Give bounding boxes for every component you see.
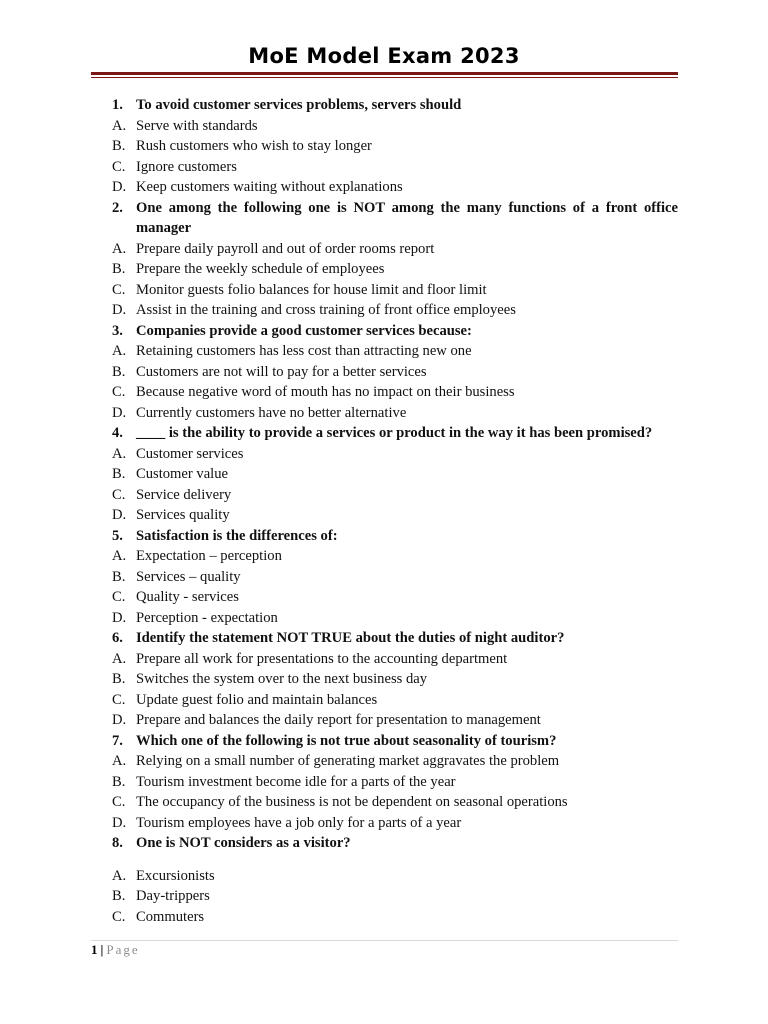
option-text: Customers are not will to pay for a better services	[136, 363, 427, 380]
option-letter: D.	[112, 507, 127, 523]
answer-option	[112, 177, 678, 198]
answer-option	[112, 259, 678, 280]
option-text: Tourism employees have a job only for a parts of a year	[136, 814, 462, 831]
question-number: 6.	[112, 630, 123, 646]
option-text: Because negative word of mouth has no impact on their business	[136, 384, 515, 400]
option-letter: B.	[112, 363, 126, 380]
option-text: Currently customers have no better alternative	[136, 404, 407, 421]
option-text: Day-trippers	[136, 888, 210, 904]
question-text: To avoid customer services problems, servers should	[136, 97, 462, 113]
option-text: Services – quality	[136, 568, 241, 585]
answer-option	[112, 567, 678, 588]
answer-option	[112, 587, 678, 608]
option-text: Retaining customers has less cost than attracting new one	[136, 343, 472, 359]
footer-separator: |	[100, 942, 104, 957]
option-text: Serve with standards	[136, 117, 258, 134]
answer-option	[112, 710, 678, 731]
title-divider	[91, 72, 678, 78]
page-label: Page	[106, 942, 140, 957]
option-letter: B.	[112, 888, 126, 904]
option-text: Assist in the training and cross training of front office employees	[136, 302, 516, 318]
answer-option	[112, 485, 678, 506]
option-letter: A.	[112, 240, 127, 257]
answer-option	[112, 886, 678, 907]
option-letter: A.	[112, 445, 127, 462]
question-number: 2.	[112, 199, 123, 216]
answer-option	[112, 239, 678, 260]
answer-option	[112, 546, 678, 567]
option-text: Prepare the weekly schedule of employees	[136, 261, 385, 277]
question-heading	[112, 95, 678, 116]
question-item	[112, 833, 678, 927]
answer-option	[112, 341, 678, 362]
answer-option	[112, 280, 678, 301]
question-heading	[112, 423, 678, 444]
option-text: Prepare daily payroll and out of order rooms report	[136, 240, 435, 257]
option-letter: D.	[112, 814, 127, 831]
option-text: Customer value	[136, 466, 229, 482]
question-item	[112, 321, 678, 424]
option-text: Switches the system over to the next business day	[136, 671, 428, 687]
option-letter: B.	[112, 138, 126, 154]
question-heading	[112, 833, 678, 854]
question-item	[112, 628, 678, 731]
option-text: Perception - expectation	[136, 609, 278, 626]
option-letter: B.	[112, 773, 126, 790]
option-letter: A.	[112, 343, 127, 359]
answer-option	[112, 403, 678, 424]
question-list	[112, 95, 678, 927]
answer-option	[112, 669, 678, 690]
option-letter: C.	[112, 794, 126, 810]
question-number: 8.	[112, 835, 123, 851]
question-heading	[112, 731, 678, 752]
question-text: One is NOT considers as a visitor?	[136, 835, 351, 851]
question-item	[112, 526, 678, 629]
question-item	[112, 731, 678, 834]
option-text: Service delivery	[136, 486, 232, 503]
question-item	[112, 198, 678, 321]
question-number: 7.	[112, 732, 123, 749]
option-letter: A.	[112, 867, 127, 884]
question-number: 5.	[112, 527, 123, 544]
answer-option	[112, 608, 678, 629]
answer-option	[112, 866, 678, 887]
answer-option	[112, 116, 678, 137]
option-letter: D.	[112, 609, 127, 626]
option-text: Keep customers waiting without explanations	[136, 179, 403, 195]
answer-option	[112, 690, 678, 711]
answer-option	[112, 464, 678, 485]
answer-option	[112, 362, 678, 383]
answer-option	[112, 505, 678, 526]
page-footer	[91, 942, 140, 958]
option-text: Ignore customers	[136, 158, 237, 175]
answer-option	[112, 382, 678, 403]
question-text: Satisfaction is the differences of:	[136, 527, 338, 544]
question-text: ____ is the ability to provide a services or product in the way it has been promised?	[136, 425, 653, 441]
option-text: Expectation – perception	[136, 548, 282, 564]
option-letter: A.	[112, 117, 127, 134]
question-item	[112, 423, 678, 526]
option-letter: C.	[112, 158, 126, 175]
option-text: Customer services	[136, 445, 244, 462]
option-letter: A.	[112, 548, 127, 564]
answer-option	[112, 157, 678, 178]
page-title: MoE Model Exam 2023	[248, 44, 520, 68]
question-heading	[112, 321, 678, 342]
option-text: Prepare all work for presentations to the accounting department	[136, 650, 508, 667]
question-text: Companies provide a good customer services because:	[136, 322, 472, 339]
option-letter: C.	[112, 281, 126, 298]
option-text: Relying on a small number of generating market aggravates the problem	[136, 753, 560, 769]
option-letter: B.	[112, 568, 126, 585]
option-text: Prepare and balances the daily report for presentation to management	[136, 712, 541, 728]
answer-option	[112, 300, 678, 321]
question-number: 1.	[112, 97, 123, 113]
option-text: Rush customers who wish to stay longer	[136, 138, 372, 154]
spacer	[112, 854, 678, 866]
option-letter: C.	[112, 486, 126, 503]
option-letter: B.	[112, 261, 126, 277]
question-text: One among the following one is NOT among the many functions of a front office manager	[136, 199, 678, 236]
option-letter: D.	[112, 712, 127, 728]
answer-option	[112, 792, 678, 813]
answer-option	[112, 813, 678, 834]
option-letter: A.	[112, 753, 127, 769]
answer-option	[112, 751, 678, 772]
option-text: Monitor guests folio balances for house limit and floor limit	[136, 281, 487, 298]
answer-option	[112, 907, 678, 928]
footer-divider	[91, 940, 678, 941]
option-letter: B.	[112, 466, 126, 482]
option-text: Tourism investment become idle for a parts of the year	[136, 773, 456, 790]
answer-option	[112, 649, 678, 670]
option-text: Services quality	[136, 507, 230, 523]
question-number: 3.	[112, 322, 123, 339]
option-text: Commuters	[136, 908, 205, 925]
question-text: Which one of the following is not true about seasonality of tourism?	[136, 732, 557, 749]
option-text: Update guest folio and maintain balances	[136, 691, 378, 708]
option-letter: D.	[112, 179, 127, 195]
option-letter: C.	[112, 384, 126, 400]
page-number: 1	[91, 942, 98, 957]
question-text: Identify the statement NOT TRUE about the duties of night auditor?	[136, 630, 565, 646]
option-text: Excursionists	[136, 867, 215, 884]
option-letter: D.	[112, 404, 127, 421]
option-letter: C.	[112, 908, 126, 925]
question-heading	[112, 628, 678, 649]
option-letter: B.	[112, 671, 126, 687]
question-item	[112, 95, 678, 198]
answer-option	[112, 444, 678, 465]
option-text: Quality - services	[136, 589, 239, 605]
question-heading	[112, 526, 678, 547]
answer-option	[112, 136, 678, 157]
answer-option	[112, 772, 678, 793]
option-letter: D.	[112, 302, 127, 318]
option-letter: A.	[112, 650, 127, 667]
question-heading	[112, 198, 678, 239]
question-number: 4.	[112, 425, 123, 441]
option-letter: C.	[112, 589, 126, 605]
option-text: The occupancy of the business is not be dependent on seasonal operations	[136, 794, 568, 810]
option-letter: C.	[112, 691, 126, 708]
